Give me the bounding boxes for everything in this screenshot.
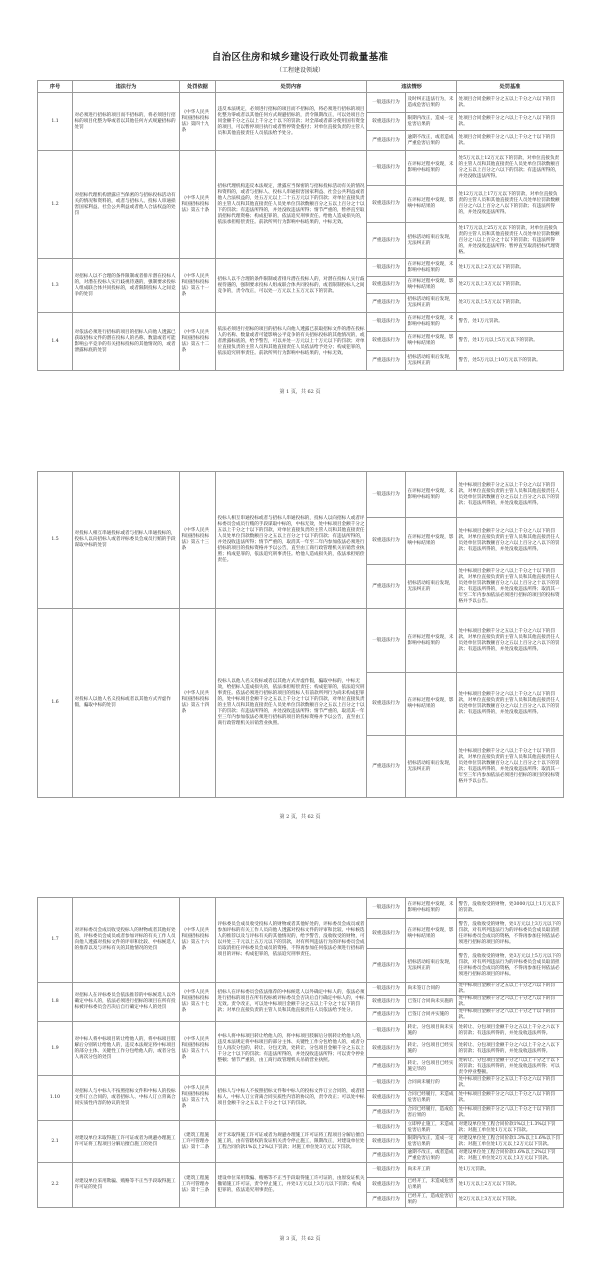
violation-grade-cell: 一般违法行为 bbox=[367, 472, 406, 518]
violation-grade-cell: 严重违法行为 bbox=[367, 565, 406, 609]
violation-cell: 对招标人以不合理的条件限制或者排斥潜在投标人的，对潜在投标人实行歧视待遇的，强制要求投标人组成联合体共同投标的，或者限制投标人之间竞争的处罚 bbox=[73, 259, 180, 313]
circumstance-cell: 转让、分包项目已经实施完毕的 bbox=[406, 1058, 457, 1076]
record-number: 1.6 bbox=[38, 609, 73, 798]
record-number: 1.10 bbox=[38, 1076, 73, 1121]
circumstance-cell: 在评标过程中发现，未影响中标结果的 bbox=[406, 151, 457, 186]
violation-grade-cell: 较重违法行为 bbox=[367, 1040, 406, 1058]
circumstance-cell: 已经开工，造成危害后果的 bbox=[406, 1193, 457, 1208]
violation-grade-cell: 严重违法行为 bbox=[367, 949, 406, 983]
penalty-standard-cell: 处中标项目金额千分之六以上千分之八以下的罚款，对单位直接负责的主管人员和其他直接责任人员处单位罚款数额百分之六以上百分之八以下的罚款；有违法所得的，并处没收违法所得。 bbox=[457, 518, 564, 565]
violation-grade-cell: 较重违法行为 bbox=[367, 919, 406, 949]
penalty-table bbox=[37, 897, 564, 1208]
header-violation: 违法行为 bbox=[73, 81, 180, 93]
violation-cell: 对必须进行招标的项目而不招标的，将必须进行招标的项目化整为零或者以其他任何方式规避招标的处罚 bbox=[73, 93, 180, 151]
penalty-content-cell: 招标人在评标委员会依法推荐的中标候选人以外确定中标人的，依法必须进行招标的项目在所有投标被评标委员会否决后自行确定中标人的，中标无效。责令改正，可以处中标项目金额千分之五以上千分之十以下的罚款；对单位直接负责的主管人员和其他直接责任人员依法给予处分。 bbox=[216, 983, 367, 1022]
header-no: 序号 bbox=[38, 81, 73, 93]
penalty-standard-cell: 处中标项目金额千分之五以上千分之六以下的罚款。 bbox=[457, 1076, 564, 1091]
penalty-standard-cell: 处中标项目金额千分之五以上千分之六以下的罚款，对单位直接负责的主管人员和其他直接责任人员处单位罚款数额百分之五以上百分之六以下的罚款；有违法所得的，并处没收违法所得。 bbox=[457, 472, 564, 518]
violation-cell: 对投标人相互串通投标或者与招标人串通投标的，投标人以向招标人或者评标委员会成员行贿的手段谋取中标的处罚 bbox=[73, 472, 180, 609]
circumstance-cell: 已经开工，未造成危害后果的 bbox=[406, 1178, 457, 1193]
penalty-standard-cell: 处2万元以上3万元以下罚款。 bbox=[457, 1193, 564, 1208]
circumstance-cell: 招标活动结束后发现，无法纠正的 bbox=[406, 736, 457, 798]
record-number: 1.2 bbox=[38, 151, 73, 259]
circumstance-cell: 招标活动结束后发现，无法纠正的 bbox=[406, 565, 457, 609]
record-row bbox=[38, 1076, 564, 1121]
violation-grade-cell: 一般违法行为 bbox=[367, 93, 406, 113]
violation-grade-cell: 一般违法行为 bbox=[367, 1022, 406, 1040]
penalty-standard-cell: 警告，处1万元罚款。 bbox=[457, 313, 564, 332]
basis-cell: 《中华人民共和国招标投标法》第五十九条 bbox=[180, 1076, 216, 1121]
violation-cell: 对依法必须进行招标的项目的招标人向他人透露已获取招标文件的潜在投标人的名称、数量或者可能影响公平竞争的有关招标投标的其他情况的，或者泄露标底的处罚 bbox=[73, 313, 180, 371]
header-basis: 处罚依据 bbox=[180, 81, 216, 93]
circumstance-cell: 合同已经履行，造成危害后果的 bbox=[406, 1106, 457, 1121]
circumstance-cell: 在评标过程中发现，影响中标结果的 bbox=[406, 518, 457, 565]
violation-grade-cell: 较重违法行为 bbox=[367, 996, 406, 1009]
record-number: 1.7 bbox=[38, 898, 73, 983]
penalty-standard-cell: 处转让、分包项目金额千分之五以上千分之六以下的罚款；有违法所得的，并处没收违法所得。 bbox=[457, 1022, 564, 1040]
penalty-standard-cell: 处中标项目金额千分之五以上千分之六以下的罚款，对单位直接负责的主管人员和其他直接责任人员处单位罚款数额百分之五以上百分之六以下的罚款；有违法所得的，并处没收违法所得。 bbox=[457, 609, 564, 673]
basis-cell: 《中华人民共和国招标投标法》第五十六条 bbox=[180, 898, 216, 983]
record-number: 1.3 bbox=[38, 259, 73, 313]
basis-cell: 《中华人民共和国招标投标法》第五十八条 bbox=[180, 1022, 216, 1076]
circumstance-cell: 转让、分包项目已经实施的 bbox=[406, 1040, 457, 1058]
record-row bbox=[38, 151, 564, 259]
violation-cell: 对招标人在评标委员会依法推荐的中标候选人以外确定中标人的，依法必须进行招标的项目在所有投标被评标委员会否决后自行确定中标人的处罚 bbox=[73, 983, 180, 1022]
violation-grade-cell: 一般违法行为 bbox=[367, 609, 406, 673]
circumstance-cell: 在评标过程中发现，未影响中标结果的 bbox=[406, 313, 457, 332]
penalty-standard-cell: 警告，没收收受的财物，处1万元以上3万元以下的罚款，对有所列违法行为的评标委员会成员取消担任评标委员会成员的资格，不得再参加任何依法必须进行招标的项目的评标。 bbox=[457, 919, 564, 949]
penalty-content-cell: 投标人相互串通投标或者与招标人串通投标的，投标人以向招标人或者评标委员会成员行贿的手段谋取中标的，中标无效，处中标项目金额千分之五以上千分之十以下的罚款，对单位直接负责的主管人员和其他直接责任人员处单位罚款数额百分之五以上百分之十以下的罚款；有违法所得的，并处没收违法所得；情节严重的，取消其一年至二年内参加依法必须进行招标的项目的投标资格并予以公告，直至由工商行政管理机关吊销营业执照；构成犯罪的，依法追究刑事责任。给他人造成损失的，依法承担赔偿责任。 bbox=[216, 472, 367, 609]
penalty-standard-cell: 处1万元以上2万元以下的罚款。 bbox=[457, 259, 564, 277]
record-row bbox=[38, 983, 564, 1022]
penalty-standard-cell: 处中标项目金额千分之五以上千分之六以下的罚款。 bbox=[457, 983, 564, 996]
penalty-standard-cell: 处12万元以上17万元以下的罚款，对单位直接负责的主管人员和其他直接责任人员处单位罚款数额百分之六以上百分之八以下的罚款；有违法所得的，并处没收违法所得。 bbox=[457, 186, 564, 223]
violation-grade-cell: 严重违法行为 bbox=[367, 351, 406, 371]
circumstance-cell: 限期内改正，造成一定危害后果的 bbox=[406, 113, 457, 131]
violation-grade-cell: 较重违法行为 bbox=[367, 1178, 406, 1193]
circumstance-cell: 在评标过程中发现，影响中标结果的 bbox=[406, 332, 457, 351]
penalty-standard-cell: 处17万元以上25万元以下的罚款，对单位直接负责的主管人员和其他直接责任人员处单位罚款数额百分之八以上百分之十以下的罚款；有违法所得的，并处没收违法所得；暂停直至取消招标代理资格。 bbox=[457, 223, 564, 259]
basis-cell: 《中华人民共和国招标投标法》第五十七条 bbox=[180, 983, 216, 1022]
record-row bbox=[38, 1121, 564, 1163]
violation-grade-cell: 较重违法行为 bbox=[367, 277, 406, 294]
record-number: 1.1 bbox=[38, 93, 73, 151]
penalty-standard-cell: 对建设单位处工程合同价款1%以上1.3%以下罚款；对施工单位处1万元以下罚款。 bbox=[457, 1121, 564, 1135]
penalty-standard-cell: 处中标项目金额千分之六以上千分之八以下的罚款。 bbox=[457, 996, 564, 1009]
document-subtitle: （工程建设领域） bbox=[275, 67, 324, 74]
violation-cell: 对投标人以他人名义投标或者以其他方式弄虚作假，骗取中标的处罚 bbox=[73, 609, 180, 798]
circumstance-cell: 及时纠正违法行为，未造成危害后果的 bbox=[406, 93, 457, 113]
violation-grade-cell: 严重违法行为 bbox=[367, 294, 406, 313]
penalty-content-cell: 评标委员会成员收受投标人的财物或者其他好处的，评标委员会成员或者参加评标的有关工作人员向他人透露对投标文件的评审和比较、中标候选人的推荐以及与评标有关的其他情况的，给予警告，没收收受的财物，可以并处三千元以上五万元以下的罚款，对有所列违法行为的评标委员会成员取消担任评标委员会成员的资格，不得再参加任何依法必须进行招标的项目的评标；构成犯罪的，依法追究刑事责任。 bbox=[216, 898, 367, 983]
violation-grade-cell: 较重违法行为 bbox=[367, 1135, 406, 1149]
record-row bbox=[38, 898, 564, 983]
penalty-standard-cell: 警告，没收收受的财物，处3000元以上1万元以下的罚款。 bbox=[457, 898, 564, 919]
record-row bbox=[38, 313, 564, 371]
circumstance-cell: 尚未签订合同的 bbox=[406, 983, 457, 996]
header-circumstance: 违法情形 bbox=[367, 81, 457, 93]
circumstance-cell: 招标活动结束后发现，无法纠正的 bbox=[406, 223, 457, 259]
penalty-standard-cell: 处项目合同金额千分之八以上千分之十以下的罚款。 bbox=[457, 131, 564, 151]
record-row bbox=[38, 609, 564, 798]
violation-grade-cell: 一般违法行为 bbox=[367, 898, 406, 919]
basis-cell: 《中华人民共和国招标投标法》第五十三条 bbox=[180, 472, 216, 609]
violation-grade-cell: 较重违法行为 bbox=[367, 1091, 406, 1106]
record-number: 1.8 bbox=[38, 983, 73, 1022]
circumstance-cell: 招标活动结束后发现，无法纠正的 bbox=[406, 351, 457, 371]
circumstance-cell: 逾期不改正，或者造成严重危害后果的 bbox=[406, 1149, 457, 1163]
violation-grade-cell: 严重违法行为 bbox=[367, 1149, 406, 1163]
circumstance-cell: 在评标过程中发现，未影响中标结果的 bbox=[406, 472, 457, 518]
record-number: 1.4 bbox=[38, 313, 73, 371]
violation-cell: 对中标人将中标项目转让给他人的，将中标项目肢解后分别转让给他人的，违反本法规定将中标项目的部分主体、关键性工作分包给他人的，或者分包人再次分包的处罚 bbox=[73, 1022, 180, 1076]
violation-grade-cell: 严重违法行为 bbox=[367, 1106, 406, 1121]
page-footer: 第 3 页，共 62 页 bbox=[279, 1236, 321, 1242]
violation-grade-cell: 严重违法行为 bbox=[367, 1193, 406, 1208]
record-row bbox=[38, 1022, 564, 1076]
record-row bbox=[38, 1163, 564, 1208]
circumstance-cell: 立即停止施工，未造成危害后果的 bbox=[406, 1121, 457, 1135]
violation-grade-cell: 较重违法行为 bbox=[367, 518, 406, 565]
circumstance-cell: 招标活动结束后发现，无法纠正的 bbox=[406, 949, 457, 983]
violation-grade-cell: 一般违法行为 bbox=[367, 1076, 406, 1091]
penalty-table bbox=[37, 471, 564, 798]
record-number: 2.2 bbox=[38, 1163, 73, 1208]
violation-grade-cell: 严重违法行为 bbox=[367, 223, 406, 259]
circumstance-cell: 在评标过程中发现，未影响中标结果的 bbox=[406, 609, 457, 673]
basis-cell: 《中华人民共和国招标投标法》第五十条 bbox=[180, 151, 216, 259]
penalty-standard-cell: 处中标项目金额千分之六以上千分之八以下的罚款，对单位直接负责的主管人员和其他直接责任人员处单位罚款数额百分之六以上百分之八以下的罚款；有违法所得的，并处没收违法所得。 bbox=[457, 673, 564, 736]
violation-grade-cell: 一般违法行为 bbox=[367, 1163, 406, 1178]
penalty-standard-cell: 处中标项目金额千分之八以上千分之十以下的罚款，对单位直接负责的主管人员和其他直接责任人员处单位罚款数额百分之八以上百分之十以下的罚款；有违法所得的，并处没收违法所得；取消其一年至二年内参加依法必须进行招标的项目的投标资格并予以公告。 bbox=[457, 565, 564, 609]
violation-grade-cell: 一般违法行为 bbox=[367, 983, 406, 996]
violation-grade-cell: 严重违法行为 bbox=[367, 1058, 406, 1076]
circumstance-cell: 尚未开工的 bbox=[406, 1163, 457, 1178]
record-row bbox=[38, 93, 564, 151]
penalty-standard-cell: 对建设单位处工程合同价款1.3%以上1.6%以下罚款；对施工单位处1万元以上2万元以下罚款。 bbox=[457, 1135, 564, 1149]
page-footer: 第 2 页，共 62 页 bbox=[279, 814, 321, 820]
basis-cell: 《建筑工程施工许可管理办法》第十三条 bbox=[180, 1163, 216, 1208]
penalty-standard-cell: 处2万元以上3万元以下的罚款。 bbox=[457, 277, 564, 294]
basis-cell: 《建筑工程施工许可管理办法》第十二条 bbox=[180, 1121, 216, 1163]
violation-grade-cell: 一般违法行为 bbox=[367, 313, 406, 332]
penalty-standard-cell: 处项目合同金额千分之六以上千分之八以下的罚款。 bbox=[457, 113, 564, 131]
basis-cell: 《中华人民共和国招标投标法》第五十四条 bbox=[180, 609, 216, 798]
violation-grade-cell: 一般违法行为 bbox=[367, 259, 406, 277]
violation-grade-cell: 较重违法行为 bbox=[367, 113, 406, 131]
penalty-content-cell: 招标人与中标人不按照招标文件和中标人的投标文件订立合同的，或者招标人、中标人订立背离合同实质性内容的协议的，责令改正；可以处中标项目金额千分之五以上千分之十以下的罚款。 bbox=[216, 1076, 367, 1121]
record-row bbox=[38, 472, 564, 609]
penalty-standard-cell: 警告，没收收受的财物，处3万元以上5万元以下的罚款，对有所列违法行为的评标委员会成员取消担任评标委员会成员的资格，不得再参加任何依法必须进行招标的项目的评标。 bbox=[457, 949, 564, 983]
penalty-standard-cell: 警告，处5万元以上10万元以下的罚款。 bbox=[457, 351, 564, 371]
header-penalty: 处罚内容 bbox=[216, 81, 367, 93]
violation-cell: 对招标代理机构泄露应当保密的与招标投标活动有关的情况和资料的，或者与招标人、投标人串通损害国家利益、社会公共利益或者他人合法权益的处罚 bbox=[73, 151, 180, 259]
record-number: 1.9 bbox=[38, 1022, 73, 1076]
penalty-content-cell: 建设单位采用欺骗、贿赂等不正当手段取得施工许可证的，由原发证机关撤销施工许可证，责令停止施工，并处1万元以上3万元以下罚款；构成犯罪的，依法追究刑事责任。 bbox=[216, 1163, 367, 1208]
table-header-row bbox=[38, 81, 564, 93]
penalty-standard-cell: 对建设单位处工程合同价款1.6%以上2%以下罚款；对施工单位处2万元以上3万元以下罚款。 bbox=[457, 1149, 564, 1163]
penalty-content-cell: 违反本法规定，必须进行招标的项目而不招标的，将必须进行招标的项目化整为零或者以其他任何方式规避招标的，责令限期改正，可以处项目合同金额千分之五以上千分之十以下的罚款；对全部或者部分使用国有资金的项目，可以暂停项目执行或者暂停资金拨付；对单位直接负责的主管人员和其他直接责任人员依法给予处分。 bbox=[216, 93, 367, 151]
violation-cell: 对评标委员会成员收受投标人的财物或者其他好处的，评标委员会成员或者参加评标的有关工作人员向他人透露对投标文件的评审和比较、中标候选人的推荐以及与评标有关的其他情况的处罚 bbox=[73, 898, 180, 983]
circumstance-cell: 在评标过程中发现，影响中标结果的 bbox=[406, 673, 457, 736]
violation-cell: 对建设单位采用欺骗、贿赂等不正当手段取得施工许可证的处罚 bbox=[73, 1163, 180, 1208]
circumstance-cell: 转让、分包项目尚未实施的 bbox=[406, 1022, 457, 1040]
circumstance-cell: 在评标过程中发现，影响中标结果的 bbox=[406, 919, 457, 949]
record-number: 2.1 bbox=[38, 1121, 73, 1163]
violation-grade-cell: 严重违法行为 bbox=[367, 1009, 406, 1022]
penalty-content-cell: 中标人将中标项目转让给他人的，将中标项目肢解后分别转让给他人的，违反本法规定将中标项目的部分主体、关键性工作分包给他人的，或者分包人再次分包的，转让、分包无效，处转让、分包项目金额千分之五以上千分之十以下的罚款；有违法所得的，并处没收违法所得；可以责令停业整顿；情节严重的，由工商行政管理机关吊销营业执照。 bbox=[216, 1022, 367, 1076]
penalty-standard-cell: 处1万元罚款。 bbox=[457, 1163, 564, 1178]
circumstance-cell: 在评标过程中发现，影响中标结果的 bbox=[406, 186, 457, 223]
circumstance-cell: 限期内改正，造成一定危害后果的 bbox=[406, 1135, 457, 1149]
penalty-content-cell: 依法必须进行招标的项目的招标人向他人透露已获取招标文件的潜在投标人的名称、数量或者可能影响公平竞争的有关招标投标的其他情况的，或者泄露标底的，给予警告，可以并处一万元以上十万元以下的罚款；对单位直接负责的主管人员和其他直接责任人员依法给予处分；构成犯罪的，依法追究刑事责任。前款所列行为影响中标结果的，中标无效。 bbox=[216, 313, 367, 371]
penalty-content-cell: 投标人以他人名义投标或者以其他方式弄虚作假，骗取中标的，中标无效，给招标人造成损失的，依法承担赔偿责任；构成犯罪的，依法追究刑事责任。依法必须进行招标的项目的投标人有前款所列行为尚未构成犯罪的，处中标项目金额千分之五以上千分之十以下的罚款，对单位直接负责的主管人员和其他直接责任人员处单位罚款数额百分之五以上百分之十以下的罚款；有违法所得的，并处没收违法所得；情节严重的，取消其一年至三年内参加依法必须进行招标的项目的投标资格并予以公告，直至由工商行政管理机关吊销营业执照。 bbox=[216, 609, 367, 798]
violation-grade-cell: 一般违法行为 bbox=[367, 151, 406, 186]
penalty-standard-cell: 处中标项目金额千分之六以上千分之八以下的罚款。 bbox=[457, 1091, 564, 1106]
document-title: 自治区住房和城乡建设行政处罚裁量基准 bbox=[211, 52, 389, 63]
circumstance-cell: 在评标过程中发现，未影响中标结果的 bbox=[406, 259, 457, 277]
circumstance-cell: 合同已经履行，未造成危害后果的 bbox=[406, 1091, 457, 1106]
violation-grade-cell: 较重违法行为 bbox=[367, 673, 406, 736]
penalty-standard-cell: 处3万元以上5万元以下的罚款。 bbox=[457, 294, 564, 313]
penalty-standard-cell: 处5万元以上12万元以下的罚款，对单位直接负责的主管人员和其他直接责任人员处单位罚款数额百分之五以上百分之六以下的罚款；有违法所得的，并处没收违法所得。 bbox=[457, 151, 564, 186]
circumstance-cell: 已签订合同并实施的 bbox=[406, 1009, 457, 1022]
basis-cell: 《中华人民共和国招标投标法》第五十一条 bbox=[180, 259, 216, 313]
violation-grade-cell: 严重违法行为 bbox=[367, 736, 406, 798]
circumstance-cell: 招标活动结束后发现，无法纠正的 bbox=[406, 294, 457, 313]
penalty-standard-cell: 处中标项目金额千分之八以上千分之十以下的罚款，对单位直接负责的主管人员和其他直接责任人员处单位罚款数额百分之八以上百分之十以下的罚款；有违法所得的，并处没收违法所得；取消其一年至三年内参加依法必须进行招标的项目的投标资格并予以公告。 bbox=[457, 736, 564, 798]
page-footer: 第 1 页，共 62 页 bbox=[279, 389, 321, 395]
basis-cell: 《中华人民共和国招标投标法》第四十九条 bbox=[180, 93, 216, 151]
header-standard: 处罚基准 bbox=[457, 81, 564, 93]
penalty-standard-cell: 处转让、分包项目金额千分之八以上千分之十以下的罚款；有违法所得的，并处没收违法所得；可以责令停业整顿。 bbox=[457, 1058, 564, 1076]
penalty-standard-cell: 处中标项目金额千分之八以上千分之十以下的罚款。 bbox=[457, 1106, 564, 1121]
circumstance-cell: 合同尚未履行的 bbox=[406, 1076, 457, 1091]
violation-cell: 对建设单位未取得施工许可证或者为规避办理施工许可证将工程项目分解后擅自施工的处罚 bbox=[73, 1121, 180, 1163]
penalty-standard-cell: 处项目合同金额千分之五以上千分之六以下的罚款。 bbox=[457, 93, 564, 113]
circumstance-cell: 在评标过程中发现，影响中标结果的 bbox=[406, 277, 457, 294]
violation-grade-cell: 较重违法行为 bbox=[367, 332, 406, 351]
violation-grade-cell: 严重违法行为 bbox=[367, 131, 406, 151]
basis-cell: 《中华人民共和国招标投标法》第五十二条 bbox=[180, 313, 216, 371]
penalty-table bbox=[37, 80, 564, 371]
penalty-standard-cell: 处转让、分包项目金额千分之六以上千分之八以下的罚款；有违法所得的，并处没收违法所得。 bbox=[457, 1040, 564, 1058]
circumstance-cell: 已签订合同尚未实施的 bbox=[406, 996, 457, 1009]
violation-grade-cell: 一般违法行为 bbox=[367, 1121, 406, 1135]
record-row bbox=[38, 259, 564, 313]
penalty-standard-cell: 警告，处1万元以上5万元以下的罚款。 bbox=[457, 332, 564, 351]
penalty-content-cell: 招标人以不合理的条件限制或者排斥潜在投标人的，对潜在投标人实行歧视待遇的，强制要求投标人组成联合体共同投标的，或者限制投标人之间竞争的，责令改正，可以处一万元以上五万元以下的罚款。 bbox=[216, 259, 367, 313]
penalty-standard-cell: 处1万元以上2万元以下罚款。 bbox=[457, 1178, 564, 1193]
circumstance-cell: 在评标过程中发现，未影响中标结果的 bbox=[406, 898, 457, 919]
penalty-content-cell: 对于未取得施工许可证或者为规避办理施工许可证将工程项目分解后擅自施工的，由有管辖权的发证机关责令停止施工，限期改正，对建设单位处工程合同价款1%以上2%以下罚款；对施工单位处3万元以下罚款。 bbox=[216, 1121, 367, 1163]
record-number: 1.5 bbox=[38, 472, 73, 609]
circumstance-cell: 逾期不改正，或者造成严重危害后果的 bbox=[406, 131, 457, 151]
violation-grade-cell: 较重违法行为 bbox=[367, 186, 406, 223]
penalty-content-cell: 招标代理机构违反本法规定，泄露应当保密的与招标投标活动有关的情况和资料的，或者与招标人、投标人串通损害国家利益、社会公共利益或者他人合法权益的，处五万元以上二十五万元以下的罚款；对单位直接负责的主管人员和其他直接责任人员处单位罚款数额百分之五以上百分之十以下的罚款；有违法所得的，并处没收违法所得；情节严重的，暂停直至取消招标代理资格；构成犯罪的，依法追究刑事责任。给他人造成损失的，依法承担赔偿责任。前款所列行为影响中标结果的，中标无效。 bbox=[216, 151, 367, 259]
penalty-standard-cell: 处中标项目金额千分之八以上千分之十以下的罚款。 bbox=[457, 1009, 564, 1022]
violation-cell: 对招标人与中标人不按照招标文件和中标人的投标文件订立合同的，或者招标人、中标人订立背离合同实质性内容的协议的处罚 bbox=[73, 1076, 180, 1121]
